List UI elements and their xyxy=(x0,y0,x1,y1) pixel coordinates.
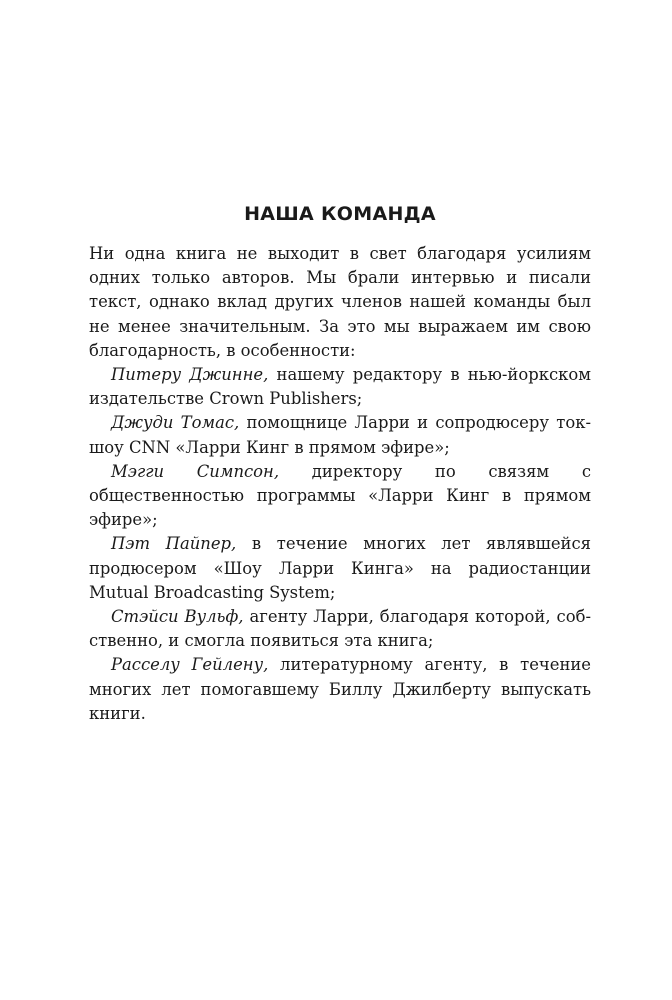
acknowledgement-item xyxy=(89,363,591,411)
acknowledgement-item xyxy=(89,532,591,605)
section-title: НАША КОМАНДА xyxy=(244,203,436,225)
acknowledgement-text: литературному агенту, в течение многих лет помогавшему Биллу Джилберту выпускать книги. xyxy=(89,655,591,723)
person-name: Мэгги Симпсон, xyxy=(111,461,280,481)
person-name: Стэйси Вульф, xyxy=(111,607,244,627)
acknowledgement-item xyxy=(89,653,591,726)
person-name: Джуди Томас, xyxy=(111,413,240,433)
acknowledgement-item xyxy=(89,411,591,459)
intro-paragraph: Ни одна книга не выходит в свет благодаря усилиям одних только авторов. Мы брали интервью и писали текст, однако вклад других членов нашей команды был не менее значительным. За это мы выражаем им свою благодарность, в особенности: xyxy=(89,244,591,360)
acknowledgement-item xyxy=(89,605,591,653)
acknowledgements-section xyxy=(89,200,591,726)
acknowledgement-text: директору по связям с общественностью программы «Ларри Кинг в прямом эфире»; xyxy=(89,461,592,530)
acknowledgement-item xyxy=(89,460,591,533)
acknowledgement-text: помощнице Ларри и сопродюсеру ток-шоу CNN «Ларри Кинг в прямом эфире»; xyxy=(89,413,592,457)
acknowledgement-text: в течение многих лет являвшейся продюсером «Шоу Ларри Кинга» на радиостанции Mutual Broadcasting System; xyxy=(89,534,591,602)
acknowledgement-text: агенту Ларри, благодаря которой, собственно, и смогла появиться эта книга; xyxy=(89,607,591,651)
person-name: Расселу Гейлену, xyxy=(111,655,269,675)
acknowledgement-text: нашему редактору в нью-йоркском издательстве Crown Publishers; xyxy=(89,365,591,409)
person-name: Питеру Джинне, xyxy=(111,365,269,385)
person-name: Пэт Пайпер, xyxy=(111,534,237,554)
